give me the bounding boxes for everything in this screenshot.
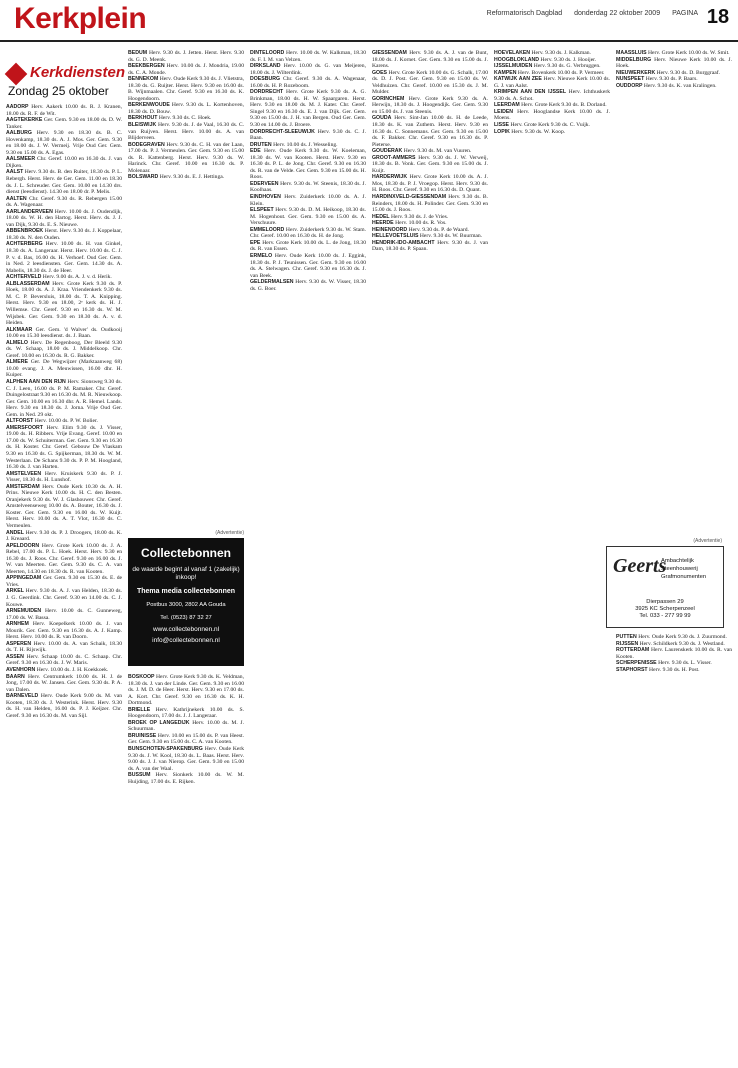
service-details: Ger. Gem. 9.30 en 15.30 ds. E. de Vries. [6, 575, 122, 588]
service-details: Herv. 10.00 ds. J. Mondria, 19.00 ds. C. A. Monde. [128, 63, 244, 76]
place-name: GROOT-AMMERS [372, 154, 419, 161]
service-details: Herv. Oude Kerk 9.30 ds. J. W. Kool, 18.30 ds. L. Baas. Herst. Herv. 9.00 ds. J. J. van Nierop. Ger. Gem. 9.30 en 15.00 ds. A. van der Waal. [128, 746, 244, 772]
service-details: Herv. Grote Kerk 9.30 ds. K. Veldman, 18.30 ds. J. van der Linde. Ger. Gem. 9.30 en 16.00 ds. J. M. D. de Heer. Herst. Herv. 9.30 en 17.00 ds. A. Kort. Chr. Geref. 9.30 en 16.30 ds. K. H. Dortmond. [128, 674, 244, 707]
place-name: AAGTEKERKE [6, 117, 44, 124]
service-entry [6, 104, 122, 117]
service-entry [372, 240, 488, 253]
service-entry [128, 142, 244, 175]
place-name: AMSTELVEEN [6, 470, 45, 477]
service-details: Herv. Grote Kerk 9.30 ds. P. Hoek, 18.00 ds. A. J. Kraa. Vriendenkerk 9.30 ds. M. C. P. Beversluis, 18.00 ds. T. A. Knipping. Herst. Herv. 9.30 en 18.00, 2ᵉ kerk ds. H. J. Willemse. Chr. Geref. 9.30 en 16.30 ds. W. M. Wijsbek. Ger. Gem. 9.30 en 18.30 ds. A. v. d. Heiden. [6, 280, 122, 327]
listing-column-4 [372, 50, 488, 1058]
place-name: BEEKBERGEN [128, 63, 167, 70]
place-name: GIESSENDAM [372, 50, 410, 56]
service-entry [250, 279, 366, 292]
service-entry [494, 129, 610, 136]
service-details: Herv. Ichthuskerk 9.30 ds. A. Schot. [494, 89, 610, 102]
diamond-icon [5, 63, 28, 86]
place-name: AADORP [6, 104, 32, 110]
service-entry [250, 181, 366, 194]
service-day-heading: Zondag 25 oktober [8, 84, 109, 98]
service-details: Herv. 9.30 ds. J. W. Verweij, 18.30 ds. B. Vonk. Ger. Gem. 9.30 en 15.00 ds. J. Kuijt. [372, 154, 488, 174]
service-entry [6, 575, 122, 588]
listing-column-6-continued [616, 634, 732, 1058]
place-name: BERKENWOUDE [128, 102, 172, 109]
service-details: Herv. 9.30 en 18.30 ds. B. C. Hovenkamp, 18.30 ds. A. J. Mos. Ger. Gem. 9.30 en 18.00 ds. J. W. Vermeij. Vrije Oud Ger. Gem. 9.30 en 15.00 ds. A. Egas. [6, 130, 122, 156]
listing-column-1 [6, 104, 122, 1058]
place-name: BARNEVELD [6, 693, 41, 700]
place-name: DORDRECHT [250, 89, 287, 96]
service-entry [128, 733, 244, 746]
paper-name: Reformatorisch Dagblad [486, 10, 563, 17]
service-details: Herv. Sionkerk 10.00 ds. W. M. Huijding, 17.00 ds. E. Rijken. [128, 772, 244, 785]
service-details: Herv. Oude Kerk 9.30 ds. J. Zuurmond. [638, 634, 727, 640]
place-name: MAASSLUIS [616, 50, 648, 56]
place-name: HOEVELAKEN [494, 50, 532, 56]
service-entry [250, 207, 366, 227]
service-entry [6, 379, 122, 418]
service-entry [494, 109, 610, 122]
service-details: Herv. Zuiderkerk 9.30 ds. W. Stam. Chr. Geref. 10.00 en 16.30 ds. H. de Jong. [250, 226, 366, 240]
service-details: Herv. Grote Kerk 10.00 ds. J. A. Rebel, 17.00 ds. P. L. Hoek. Herst. Herv. 9.30 en 16.30 ds. J. Roos. Chr. Geref. 9.30 en 16.00 ds. J. W. van Meerten. Ger. Gem. 9.30 ds. C. A. van Meerten, 14.30 en 18.30 ds. R. van Kooten. [6, 542, 122, 575]
service-details: Herv. Centrumkerk 10.00 ds. H. J. de Jong, 17.00 ds. W. Jansen. Ger. Gem. 9.30 ds. P. A. van Dalen. [6, 673, 122, 693]
service-details: Herv. 10.00 ds. J. H. Koekkoek. [36, 667, 109, 674]
place-name: GOUDA [372, 115, 395, 122]
place-name: HELLEVOETSLUIS [372, 233, 420, 240]
service-details: Herv. Hooglandse Kerk 10.00 ds. J. Moens. [494, 108, 610, 122]
service-entry [6, 340, 122, 360]
service-details: Herv. 9.30 ds. J. Kalkman. [531, 50, 591, 56]
service-details: Herv. Grote Kerk 10.00 ds. L. de Jong, 18.30 ds. R. van Essen. [250, 239, 366, 253]
service-details: Herst. Herv. 9.30 ds. J. Koppelaar, 18.30 ds. N. den Ouden. [6, 228, 122, 241]
place-name: HEERDE [372, 220, 396, 227]
listing-column-6 [616, 50, 732, 532]
place-name: ROTTERDAM [616, 647, 651, 654]
service-details: Herv. Oude Kerk 10.30 ds. A. H. Prins. Nieuwe Kerk 10.00 ds. H. C. den Besten. Oranjekerk 9.30 ds. W. J. Glashouwer. Chr. Geref. Amstelveenseweg 10.00 ds. A. Bouter, 16.30 ds. J. Koster. Ger. Gem. 9.30 en 16.00 ds. W. Kuijt. Herst. Herv. 10.00 ds. A. T. Vlot, 16.30 ds. C. Vermeulen. [6, 483, 122, 529]
service-details: Herv. Oude Kerk 9.30 ds. W. Koeleman, 18.30 ds. W. van Kooten. Herst. Herv. 9.30 en 16.30 ds. P. L. de Jong. Chr. Geref. 9.30 en 16.30 ds. R. van de Velde. Ger. Gem. 9.30 en 15.00 ds. H. Roos. [250, 148, 366, 181]
service-entry [6, 674, 122, 694]
service-entry [6, 641, 122, 654]
service-details: Herv. 9.30 ds. J. van Dam, 18.30 ds. P. Spaan. [372, 239, 488, 253]
service-details: Herv. Grote Kerk 9.30 ds. C. Vuijk. [510, 122, 590, 129]
service-details: Herv. Elim 9.30 ds. J. Visser, 19.00 ds. H. Ribbers. Vrije Evang. Geref. 10.00 en 17.00 ds. W. Schuiterman. Ger. Gem. 9.30 en 16.30 ds. H. Koster. Chr. Geref. Gebouw De Vlaskam 9.30 en 16.30 ds. G. Spijkerman, 18.30 ds. W. M. Westerlaan. De Schans 9.30 ds. P. P. M. Hoogland, 16.30 ds. J. van Harten. [6, 424, 122, 471]
place-name: GOUDERAK [372, 148, 404, 155]
service-details: Herv. 9.30 ds. P. Baars. [645, 76, 698, 83]
ad-caption: (Advertentie) [215, 530, 244, 536]
place-name: MIDDELBURG [616, 56, 655, 63]
place-name: AARLANDERVEEN [6, 208, 55, 215]
place-name: EINDHOVEN [250, 194, 285, 201]
service-entry [6, 693, 122, 719]
service-entry [250, 50, 366, 63]
service-entry [250, 253, 366, 279]
service-details: Herv. Zuiderkerk 10.00 ds. A. J. Klein. [250, 194, 366, 207]
service-details: Herv. 9.30 ds. C. H. van der Laan, 17.00 ds. P. J. Vermeulen. Ger. Gem. 9.30 en 15.00 ds. R. Kattenberg. Herst. Herv. 9.30 ds. W. Harinck. Chr. Geref. 10.00 en 16.30 ds. P. Molenaar. [128, 141, 244, 174]
service-details: Herv. Kruiskerk 9.30 ds. P. J. Visser, 18.30 ds. H. Lunshof. [6, 470, 122, 484]
service-details: Herv. 10.00 ds. C. Gunneweg, 17.00 ds. W. Bassa. [6, 608, 122, 621]
ad-address: Postbus 3000, 2802 AA Gouda [146, 602, 226, 608]
service-details: Herv. 10.00 ds. R. Vos. [395, 220, 447, 227]
phone: Tel. 033 - 277 99 99 [639, 613, 691, 619]
service-details: Herv. Oude Kerk 9.30 ds. J. Vlietstra, 18.30 ds. G. Ruijter. Herst. Herv. 9.30 en 16.00 ds. B. Wijnmaalen. Chr. Geref. 9.30 en 16.30 ds. K. Hoogendoorn. [128, 76, 244, 102]
place-name: ACHTERVELD [6, 274, 43, 281]
service-line: Ambachtelijk [661, 558, 694, 564]
service-details: Herv. 9.30 ds. L. Kortenhoven, 18.30 ds. D. Bouw. [128, 102, 244, 115]
service-details: Herv. 10.00 en 15.00 ds. P. van Heest. Ger. Gem. 9.30 en 15.00 ds. C. A. van Kooten. [128, 732, 244, 746]
service-details: Herv. 9.30 ds. B. Reinders, 18.00 ds. H. Polinder. Ger. Gem. 9.30 en 15.00 ds. J. Roos. [372, 194, 488, 214]
service-entry [6, 471, 122, 484]
service-details: Herv. Kathrijnekerk 10.00 ds. S. Hoogendoorn, 17.00 ds. J. J. Langeraar. [128, 706, 244, 720]
place-name: LEERDAM [494, 102, 522, 109]
place-name: HARDERWIJK [372, 174, 410, 181]
place-name: DOESBURG [250, 76, 283, 83]
service-details: Herv. Oude Kerk 10.00 ds. J. Eggink, 18.30 ds. P. J. Teunissen. Ger. Gem. 9.30 en 16.00 ds. A. Stelwagen. Chr. Geref. 9.30 en 16.30 ds. J. van Beek. [250, 252, 366, 279]
place-name: KRIMPEN AAN DEN IJSSEL [494, 89, 569, 96]
service-entry [372, 174, 488, 194]
place-name: ALMELO [6, 339, 31, 346]
place-name: LISSE [494, 122, 511, 129]
service-details: Herv. 9.30 ds. P. J. Droogers, 18.00 ds. K. J. Kreaard. [6, 529, 122, 543]
place-name: BAARN [6, 673, 28, 680]
header-meta [477, 10, 698, 17]
ad-website[interactable]: www.collectebonnen.nl [152, 626, 220, 633]
place-name: LOPIK [494, 128, 512, 135]
service-details: Herv. De Regenboog, Der Bleeld 9.30 ds. W. Schaap, 18.00 ds. J. Middelkoop. Chr. Geref. 10.00 en 16.30 ds. R. G. Bakker. [6, 339, 122, 359]
service-details: Herv. 9.30 ds. L. Visser. [658, 660, 712, 667]
service-details: Herv. 9.30 ds. P. de Waard. [408, 226, 469, 233]
service-details: Herv. 9.30 ds. J. de Vaal, 16.30 ds. C. van Ruijven. Herst. Herv. 10.00 ds. A. van Blijderveen. [128, 122, 244, 142]
place-name: RIJSSEN [616, 640, 640, 647]
ad-subheading: de waarde begint al vanaf 1 (zakelijk) inkoop! [132, 566, 240, 581]
service-details: Herv. 9.30 ds. E. J. Hettinga. [159, 174, 225, 181]
service-entry [6, 156, 122, 169]
service-entry [616, 57, 732, 70]
service-details: Herv. 10.00 ds. H. van Ginkel, 18.30 ds. A. Langeraar. Herst. Herv. 10.00 ds. C. J. P. v. d. Bas, 16.00 ds. H. Verhoef. Oud Ger. Gem. in Ned. 2 leesdiensten. Ger. Gem. 14.30 ds. A. Mabelis, 18.30 ds. J. de Heer. [6, 241, 122, 274]
service-details: Herv. Oude Kerk 9.00 ds. M. van Kooten, 18.30 ds. J. Westerink. Herst. Herv. 9.30 ds. H. van Helden, 16.00 ds. P. J. Keijzer. Chr. Geref. 9.30 en 16.30 ds. M. van Sijl. [6, 693, 122, 719]
place-name: OUDDORP [616, 82, 644, 89]
service-details: Herv. 10.00 ds. M. J. Schuurman. [128, 719, 244, 733]
service-details: Herv. 9.30 ds. D. Burggraaf. [656, 69, 721, 76]
place-name: ARKEL [6, 588, 26, 595]
place-name: GELDERMALSEN [250, 279, 296, 286]
service-details: Herv. 9.30 ds. A. J. van Helden, 18.30 ds. J. G. Geerdink. Chr. Geref. 9.30 en 14.00 ds. C. J. Kouwe. [6, 588, 122, 608]
service-details: Herv. Sionsweg 9.30 ds. C. J. Leen, 16.00 ds. P. M. Ramaker. Chr. Geref. Duingelostraat 9.30 en 16.30 ds. M. R. Nieuwkoop. Ger. Gem. 10.00 en 16.30 dhr. A. R. Hemel. Lands. Herv. 9.30 en 18.30 ds. J. Jorna. Vrije Oud Ger. Gem. in Ned. 29 okt. [6, 378, 122, 418]
service-entry [372, 115, 488, 148]
ad-heading: Collectebonnen [140, 546, 231, 560]
page-label: PAGINA [672, 10, 698, 17]
service-entry [250, 194, 366, 207]
service-entry [6, 228, 122, 241]
place-name: LEIDEN [494, 108, 518, 115]
page-header [0, 0, 738, 42]
service-details: Herv. 9.30 ds. B. den Ruiter, 18.30 ds. P. L. Rebergh. Herst. Herv. de Ger. Gem. 11.00 en 18.30 ds. J. L. Schreuder. Ger. Gem. 10.00 en 14.30 drs. dienst (leesdienst). 14.30 en 18.00 dr. P. Melis. [6, 169, 122, 196]
service-entry [372, 96, 488, 116]
place-name: KAMPEN [494, 69, 518, 76]
listing-column-3 [250, 50, 366, 1058]
service-entry [6, 196, 122, 209]
service-details: Chr. Geref. 10.00 en 16.30 ds. J. van Dijken. [6, 156, 122, 169]
service-details: Herv. 9.30 ds. H. Post. [649, 666, 700, 673]
place-name: ALTFORST [6, 418, 35, 425]
service-entry [6, 241, 122, 274]
place-name: ALBLASSERDAM [6, 280, 53, 287]
service-details: Chr. Geref. 9.30 ds. A. Wagenaar, 16.00 ds. H. P. Rozeboom. [250, 76, 366, 89]
service-entry [250, 148, 366, 181]
place-name: DORDRECHT-SLEEUWIJK [250, 128, 318, 135]
place-name: GORINCHEM [372, 95, 409, 102]
service-entry [128, 174, 244, 181]
service-details: Herv. 9.30 ds. G. Verbruggen. [533, 63, 601, 70]
service-details: Ger. De Wegwijzer (Marktaanweg 68) 10.00 evang. J. A. Meuwissen, 16.00 dhr. H. Kuiper. [6, 359, 122, 379]
service-details: Ger. Gem. 'd Walver' ds. Oudkooij 10.00 en 15.30 leesdienst. ds. J. Baan. [6, 326, 122, 340]
place-name: EDE [250, 148, 265, 155]
service-entry [616, 83, 732, 90]
place-name: AALTEN [6, 195, 30, 202]
service-entry [128, 63, 244, 76]
place-name: DRUTEN [250, 141, 274, 148]
service-details: Herv. 9.30 ds. K. van Kralingen. [643, 82, 717, 89]
geerts-address [607, 599, 723, 620]
service-entry [616, 647, 732, 660]
listing-column-2 [128, 50, 244, 530]
place-name: ALKMAAR [6, 326, 36, 333]
service-entry [128, 102, 244, 115]
service-details: Herv. Grote Kerk 10.00 ds. W. Smit. [648, 50, 730, 56]
service-entry [128, 76, 244, 102]
place-name: IJSSELMUIDEN [494, 63, 534, 70]
service-details: Herv. 9.30 ds. D. M. Heikoop, 18.30 ds. M. Hogenhout. Ger. Gem. 9.30 en 15.00 ds. A. Verschuure. [250, 207, 366, 227]
service-entry [6, 543, 122, 576]
service-details: Ger. Gem. 9.30 en 18.00 ds. D. W. Tanker. [6, 117, 122, 130]
service-entry [128, 674, 244, 707]
page-number: 18 [706, 6, 730, 28]
service-details: Herv. 9.30 ds. C. Hoek. [158, 115, 212, 122]
service-entry [6, 281, 122, 327]
service-entry [6, 608, 122, 621]
place-name: BRIELLE [128, 706, 156, 713]
service-entry [250, 89, 366, 128]
service-entry [6, 654, 122, 667]
place-name: NIEUWERKERK [616, 69, 657, 76]
geerts-services [661, 557, 706, 581]
service-entry [494, 76, 610, 89]
service-details: Herv. Grote Kerk 9.30 ds. A. Herwijn, 18.30 ds. J. Hoogendijk. Ger. Gem. 9.30 en 15.00 ds. J. van Steenis. [372, 95, 488, 115]
place-name: EPE [250, 239, 263, 246]
place-name: BOSKOOP [128, 674, 156, 680]
place-name: DIRKSLAND [250, 63, 284, 70]
service-entry [6, 130, 122, 156]
service-entry [250, 227, 366, 240]
service-entry [6, 327, 122, 340]
kerkdiensten-label: Kerkdiensten [30, 64, 126, 81]
place-name: SCHERPENISSE [616, 660, 659, 667]
service-details: Herv. Grote Kerk 10.00 ds. G. Schalk, 17.00 ds. D. J. Post. Ger. Gem. 9.30 en 15.00 ds. W. Veldhuizen. Chr. Geref. 10.00 en 15.30 ds. J. M. Mulder. [372, 69, 488, 96]
section-title: Kerkplein [14, 2, 147, 35]
service-entry [372, 50, 488, 70]
service-details: Herv. 9.30 ds. J. Hooijer. [540, 56, 597, 63]
service-entry [250, 63, 366, 76]
service-entry [128, 772, 244, 785]
service-details: Herv. Schaap 10.00 ds. C. Schaap. Chr. Geref. 9.30 en 16.30 ds. J. W. Maris. [6, 653, 122, 667]
service-details: Herv. 9.30 ds. C. J. Baan. [250, 128, 366, 142]
place-name: AALSMEER [6, 156, 37, 163]
service-details: Herv. 9.30 ds. J. Jetten. Herst. Herv. 9.30 ds. G. D. Meenk. [128, 50, 244, 63]
service-details: Herv. Nieuwe Kerk 10.00 ds. J. Hoek. [616, 56, 732, 70]
service-entry [372, 155, 488, 175]
service-details: Herv. Grote Kerk 9.30 ds. B. Dorland. [521, 102, 607, 109]
place-name: AALST [6, 169, 25, 176]
place-name: HARDINXVELD-GIESSENDAM [372, 194, 449, 201]
service-details: Herv. Laurenskerk 10.00 ds. R. van Kooten. [616, 647, 732, 660]
service-details: Herv. 10.00 ds. J. Wesseling. [273, 141, 338, 148]
place-name: BRUINISSE [128, 732, 158, 739]
service-entry [6, 209, 122, 229]
place-name: STAPHORST [616, 666, 650, 673]
place-name: BUSSUM [128, 772, 156, 779]
place-name: BLEISWIJK [128, 122, 158, 129]
service-entry [372, 70, 488, 96]
place-name: PUTTEN [616, 634, 639, 640]
service-entry [6, 484, 122, 530]
place-name: BODEGRAVEN [128, 141, 167, 148]
service-details: Herv. Aakerk 10.00 ds. R. J. Kranen, 18.00 ds. R. F. de Wit. [6, 104, 122, 117]
place-name: BERKHOUT [128, 115, 159, 122]
service-details: Herv. 9.30 ds. A. J. van de Bunt, 18.00 ds. J. Kornet. Ger. Gem. 9.30 en 15.00 ds. J. Karens. [372, 50, 488, 70]
service-details: Herv. 10.00 ds. P. W. Bolier. [34, 418, 98, 425]
service-entry [372, 194, 488, 214]
place-name: ASSEN [6, 653, 27, 660]
place-name: HENDRIK-IDO-AMBACHT [372, 239, 438, 246]
place-name: AALBURG [6, 130, 37, 137]
service-line: Grafmonumenten [661, 574, 707, 580]
place-name: APELDOORN [6, 542, 42, 549]
service-entry [128, 720, 244, 733]
service-details: Herv. Koepelkerk 10.00 ds. J. van Mourik. Ger. Gem. 9.30 en 16.30 ds. A. J. Kamp. Herst. Herv. 10.00 ds. R. van Doorn. [6, 621, 122, 641]
issue-date: donderdag 22 oktober 2009 [574, 10, 661, 17]
service-entry [250, 240, 366, 253]
street: Dierpassen 29 [646, 599, 684, 605]
service-entry [494, 89, 610, 102]
place-name: GOES [372, 69, 389, 76]
service-entry [6, 588, 122, 608]
place-name: HEINENOORD [372, 226, 409, 233]
service-entry [6, 621, 122, 641]
place-name: ACHTERBERG [6, 241, 46, 248]
service-details: Chr. Geref. 9.30 ds. R. Rebergen 15.00 ds. A. Wagenaar. [6, 195, 122, 209]
place-name: ARNHEM [6, 621, 33, 628]
place-name: BROEK OP LANGEDIJK [128, 719, 193, 726]
service-entry [6, 359, 122, 379]
place-name: ANDEL [6, 529, 26, 536]
place-name: BOLSWARD [128, 174, 160, 181]
service-entry [250, 129, 366, 142]
ad-email[interactable]: info@collectebonnen.nl [152, 637, 220, 644]
service-details: Herv. 9.30 ds. W. Visser, 18.30 ds. G. Boer. [250, 279, 366, 292]
service-entry [6, 530, 122, 543]
ad-company: Thema media collectebonnen [136, 588, 236, 595]
service-details: Herv. Schildkerk 9.30 ds. J. Westland. [639, 640, 725, 647]
place-name: ALMERE [6, 359, 31, 366]
listing-column-2-continued [128, 674, 244, 1058]
place-name: DINTELOORD [250, 50, 286, 56]
service-entry [128, 50, 244, 63]
service-details: Herv. 10.00 ds. J. Oudendijk, 18.00 ds. W. H. den Hartog. Herst. Herv. ds. J. J. van Dijk, 9.30 ds. E. S. Nieuwe. [6, 208, 122, 228]
place-name: EMMELOORD [250, 226, 286, 233]
place-name: BUNSCHOTEN-SPAKENBURG [128, 746, 205, 753]
service-details: Herv. 9.00 ds. A. J. v. d. Herik. [42, 274, 112, 281]
place-name: AMSTERDAM [6, 483, 43, 490]
service-details: Herv. 9.30 ds. M. van Vuuren. [403, 148, 472, 155]
place-name: HOOGBLOKLAND [494, 56, 541, 63]
place-name: ALPHEN AAN DEN RIJN [6, 378, 68, 385]
service-entry [250, 76, 366, 89]
service-details: Herv. 9.30 ds. W. Buurman. [419, 233, 483, 240]
ad-phone: Tel. (0523) 87 32 27 [160, 615, 212, 621]
place-name: BEDUM [128, 50, 149, 56]
service-details: Herv. Nieuwe Kerk 10.00 ds. G. J. van Aalst. [494, 76, 610, 89]
place-name: AMERSFOORT [6, 424, 47, 431]
place-name: ELSPEET [250, 207, 276, 214]
service-details: Herv. Grote Kerk 10.00 ds. A. J. Mos, 18.30 ds. P. J. Vroegop. Herst. Herv. 9.30 ds. H. Roos. Chr. Geref. 9.30 en 16.30 ds. D. Quant. [372, 174, 488, 194]
place-name: ASPEREN [6, 640, 34, 647]
service-details: Herv. 9.30 ds. W. Koop. [511, 128, 566, 135]
service-details: Herv. Sint-Jan 10.00 ds. H. de Leede, 18.30 ds. K. van Zuthem. Herst. Herv. 9.30 en 16.30 ds. C. Sonnemans. Ger. Gem. 9.30 en 15.00 ds. F. Bakker. Chr. Geref. 9.30 en 16.30 ds. P. Pieterse. [372, 115, 488, 148]
place-name: ABBENBROEK [6, 228, 45, 235]
service-entry [6, 169, 122, 195]
place-name: HEDEL [372, 213, 391, 220]
place-name: ARNEMUIDEN [6, 608, 45, 615]
service-details: Herv. 9.30 ds. J. de Vries. [390, 213, 449, 220]
place-name: KATWIJK AAN ZEE [494, 76, 544, 83]
service-entry [128, 746, 244, 772]
service-entry [616, 667, 732, 674]
service-entry [128, 707, 244, 720]
service-details: Herv. 10.00 ds. W. Kalkman, 18.30 ds. F. I. M. van Velzen. [250, 50, 366, 63]
place-name: AVENHORN [6, 667, 37, 674]
collectebonnen-ad[interactable] [128, 538, 244, 666]
service-details: Herv. 10.00 ds. A. van Schaik, 18.30 ds. T. H. Rijswijk. [6, 640, 122, 654]
service-entry [6, 117, 122, 130]
service-entry [6, 425, 122, 471]
place-name: APPINGEDAM [6, 575, 44, 582]
city: 3925 KC Scherpenzeel [635, 606, 695, 612]
listing-column-5 [494, 50, 610, 1058]
ad-caption: (Advertentie) [693, 538, 722, 544]
service-line: Steenhouwerij [661, 566, 698, 572]
place-name: EDERVEEN [250, 180, 281, 187]
geerts-logo: Geerts [613, 555, 667, 577]
place-name: ERMELO [250, 252, 275, 259]
place-name: NUNSPEET [616, 76, 646, 83]
service-entry [128, 122, 244, 142]
service-details: Herv. Grote Kerk 9.30 ds. A. G. Brinkman, 18.00 ds. H. W. Spaargaren. Herst. Herv. 9.30 en 18.00 ds. M. J. Kater. Chr. Geref. Singel 9.30 en 16.30 ds. E. J. van Dijk. Ger. Gem. 9.30 en 15.00 ds. J. H. van Bergen. Oud Ger. Gem. 9.30 en 14.00 ds. J. Broere. [250, 89, 366, 129]
service-details: Herv. Bovenkerk 10.00 ds. P. Vermeer. [517, 69, 605, 76]
place-name: BENNEKOM [128, 76, 160, 83]
service-details: Herv. 9.30 ds. W. Steenis, 18.30 ds. J. Koolhaas. [250, 180, 366, 194]
geerts-ad[interactable] [606, 546, 724, 628]
service-details: Herv. 10.00 ds. G. van Meijeren, 18.00 ds. J. Wilterdink. [250, 63, 366, 76]
